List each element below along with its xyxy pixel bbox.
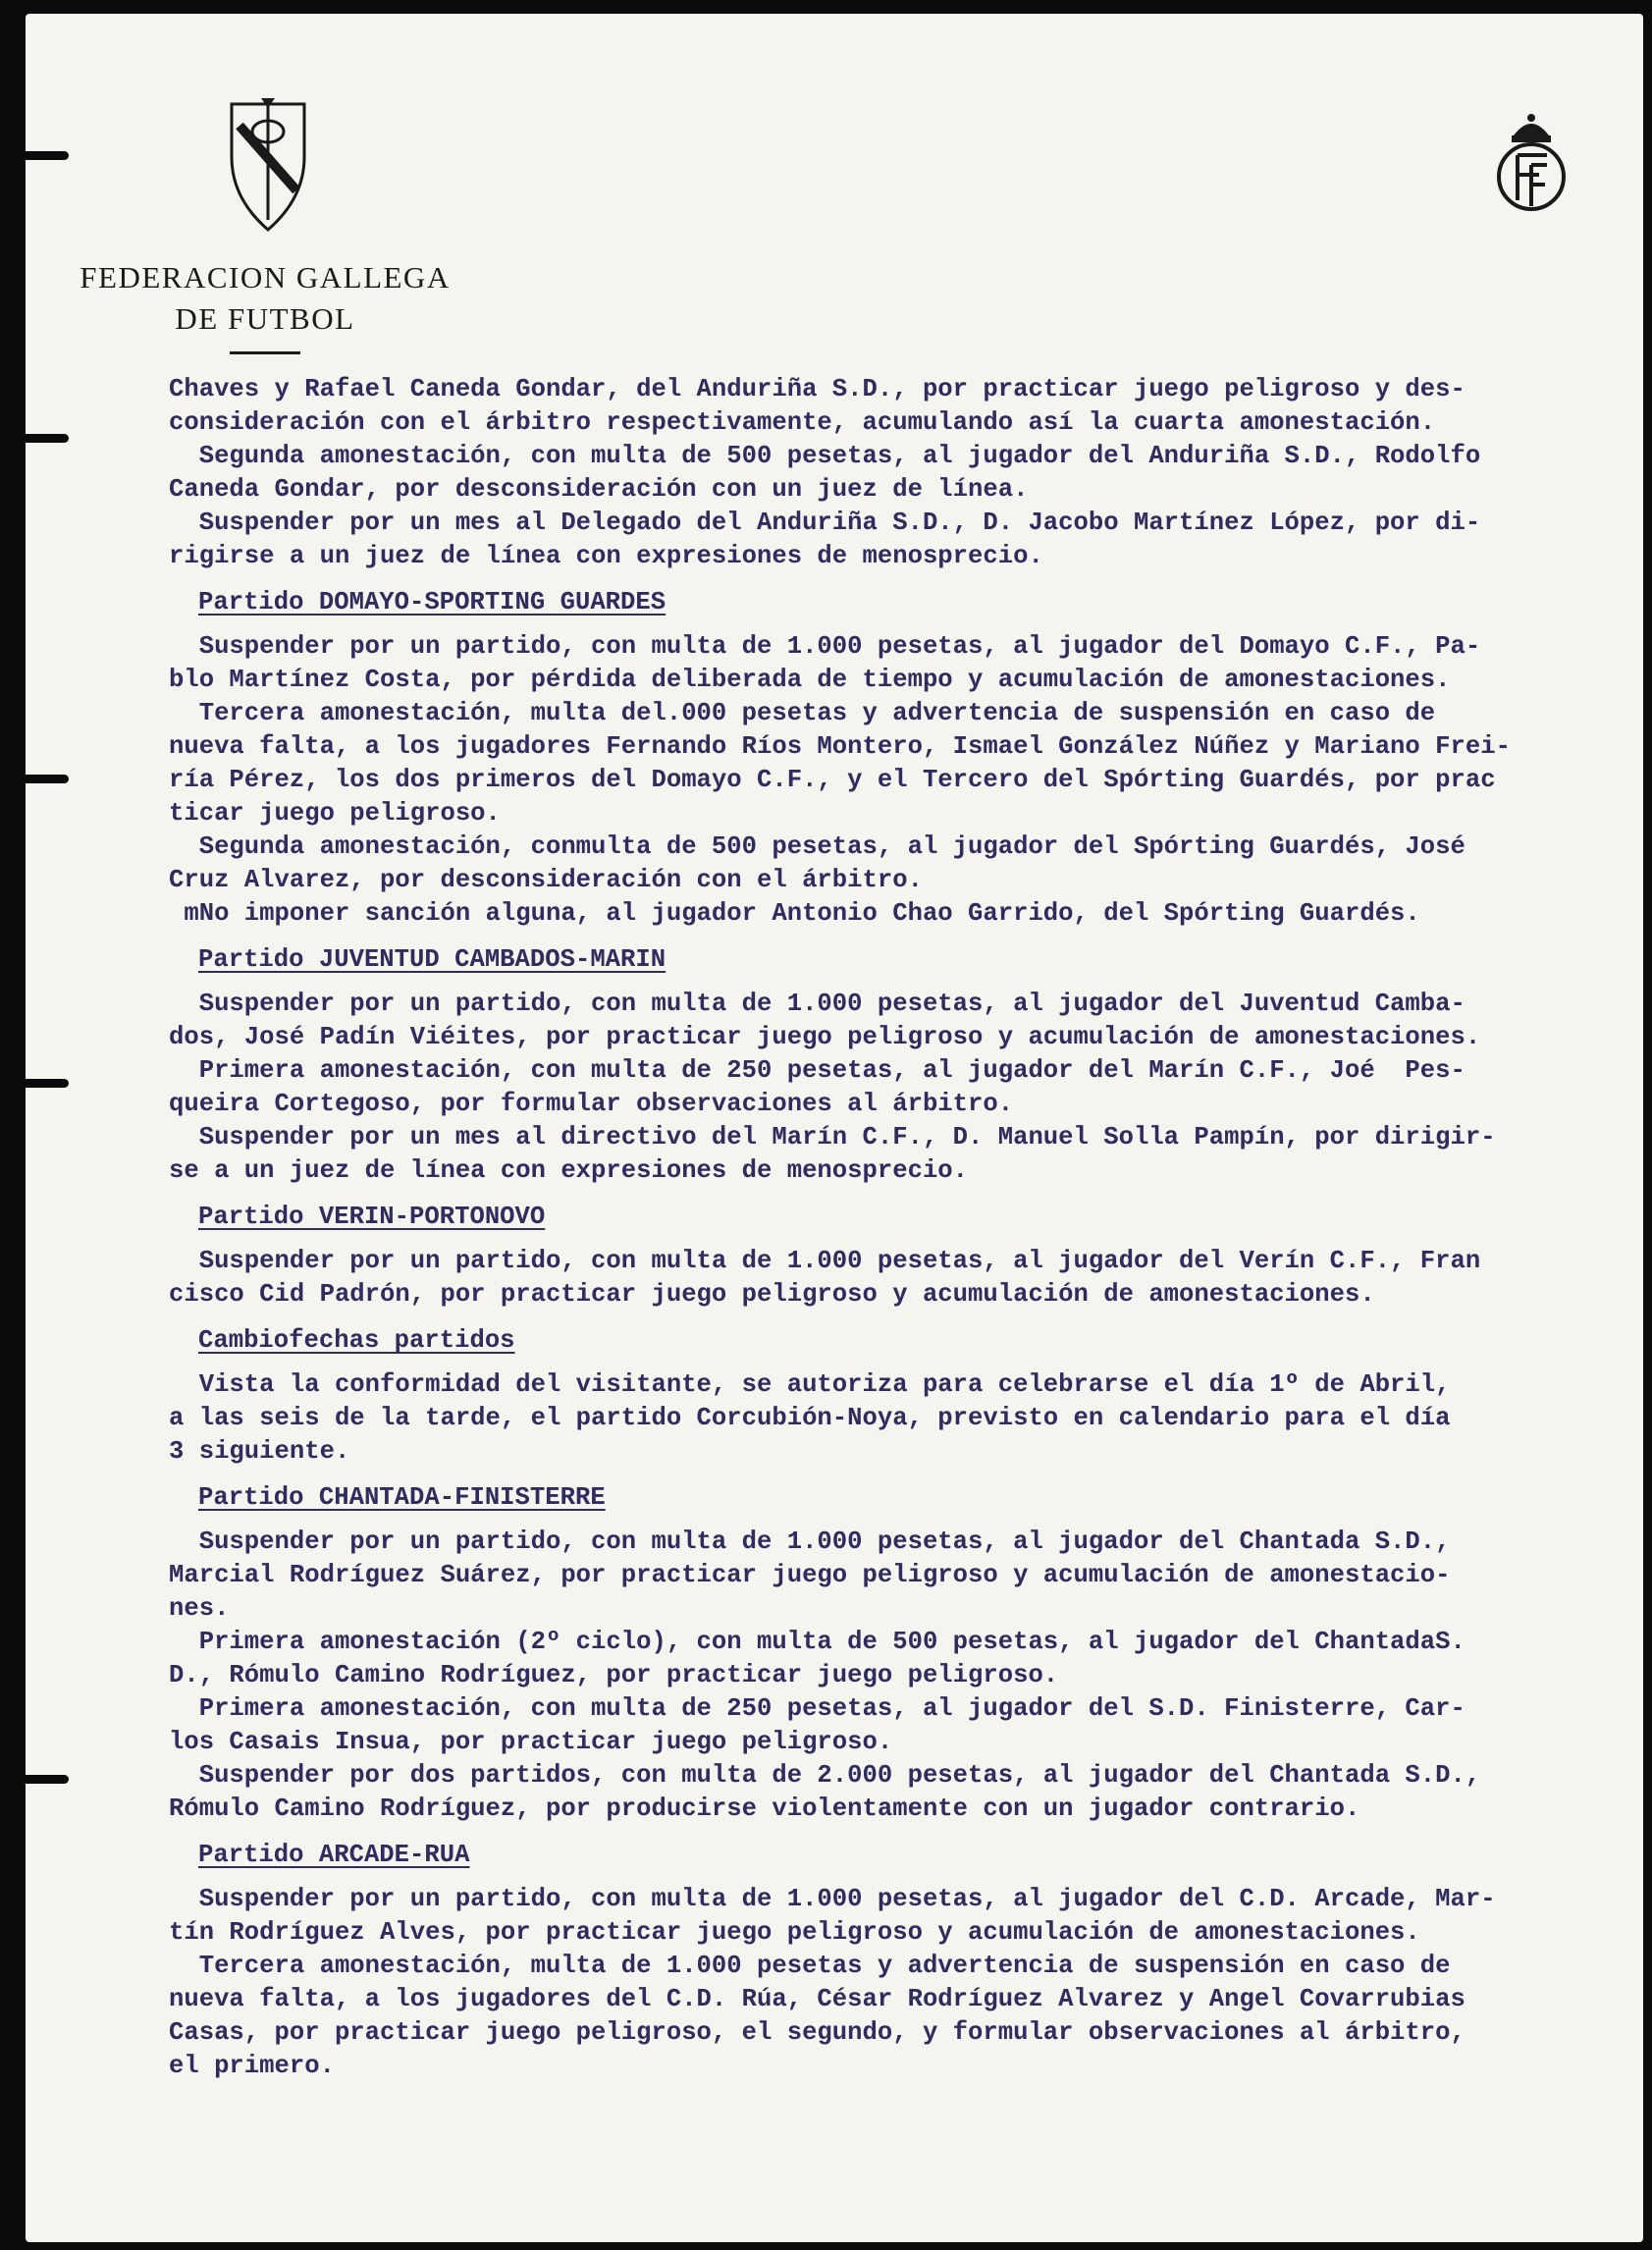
document-body [169,373,1612,2089]
federation-name [59,257,471,354]
text-line: Caneda Gondar, por desconsideración con un juez de línea. [169,475,1029,504]
text-line: se a un juez de línea con expresiones de menosprecio. [169,1156,969,1185]
text-line: nueva falta, a los jugadores Fernando Ríos Montero, Ismael González Núñez y Mariano Frei- [169,732,1511,761]
text-line: ticar juego peligroso. [169,799,501,828]
text-line: Suspender por un partido, con multa de 1.000 pesetas, al jugador del Verín C.F., Fran [169,1247,1481,1275]
text-line: 3 siguiente. [169,1437,350,1466]
section-heading [198,1838,1612,1873]
text-line: ría Pérez, los dos primeros del Domayo C.F., y el Tercero del Spórting Guardés, por prac [169,766,1496,794]
text-line: Chaves y Rafael Caneda Gondar, del Anduriña S.D., por practicar juego peligroso y des- [169,375,1465,403]
text-line: Primera amonestación, con multa de 250 pesetas, al jugador del Marín C.F., Joé Pes- [169,1056,1465,1085]
binder-hole-mark [26,1775,69,1784]
section-heading [198,1200,1612,1235]
text-line: Segunda amonestación, conmulta de 500 pesetas, al jugador del Spórting Guardés, José [169,832,1465,861]
section-heading-text: Cambiofechas partidos [198,1326,515,1355]
text-line: Suspender por un partido, con multa de 1.000 pesetas, al jugador del Chantada S.D., [169,1527,1451,1556]
org-line-2: DE FUTBOL [175,301,355,336]
text-line: Primera amonestación, con multa de 250 pesetas, al jugador del S.D. Finisterre, Car- [169,1694,1465,1723]
text-line: tín Rodríguez Alves, por practicar juego peligroso y acumulación de amonestaciones. [169,1918,1420,1947]
paragraph-block [169,1368,1612,1469]
text-line: a las seis de la tarde, el partido Corcubión-Noya, previsto en calendario para el día [169,1404,1451,1432]
rfef-crest-logo [1492,110,1571,218]
text-line: dos, José Padín Viéites, por practicar juego peligroso y acumulación de amonestaciones. [169,1023,1481,1051]
org-line-1: FEDERACION GALLEGA [80,260,451,295]
paragraph-block [169,373,1612,573]
text-line: Vista la conformidad del visitante, se autoriza para celebrarse el día 1º de Abril, [169,1370,1451,1399]
text-line: queira Cortegoso, por formular observaciones al árbitro. [169,1090,1014,1118]
text-line: Suspender por dos partidos, con multa de 2.000 pesetas, al jugador del Chantada S.D., [169,1761,1481,1790]
text-line: consideración con el árbitro respectivamente, acumulando así la cuarta amonestación. [169,408,1436,437]
paragraph-block [169,988,1612,1188]
text-line: Suspender por un partido, con multa de 1.000 pesetas, al jugador del Domayo C.F., Pa- [169,632,1481,661]
text-line: Tercera amonestación, multa de 1.000 pesetas y advertencia de suspensión en caso de [169,1952,1451,1980]
section-heading-text: Partido DOMAYO-SPORTING GUARDES [198,588,666,616]
text-line: nueva falta, a los jugadores del C.D. Rúa, César Rodríguez Alvarez y Angel Covarrubias [169,1985,1465,2013]
paragraph-block [169,1526,1612,1826]
text-line: Casas, por practicar juego peligroso, el segundo, y formular observaciones al árbitro, [169,2018,1465,2047]
paragraph-block [169,1883,1612,2083]
text-line: D., Rómulo Camino Rodríguez, por practicar juego peligroso. [169,1661,1059,1689]
binder-hole-mark [26,1079,69,1088]
text-line: nes. [169,1594,230,1623]
text-line: Cruz Alvarez, por desconsideración con el árbitro. [169,866,923,894]
text-line: Suspender por un mes al directivo del Marín C.F., D. Manuel Solla Pampín, por dirigir- [169,1123,1496,1152]
paragraph-block [169,1245,1612,1312]
text-line: Suspender por un partido, con multa de 1.000 pesetas, al jugador del C.D. Arcade, Mar- [169,1885,1496,1913]
text-line: Marcial Rodríguez Suárez, por practicar juego peligroso y acumulación de amonestacio- [169,1561,1451,1589]
section-heading-text: Partido CHANTADA-FINISTERRE [198,1483,606,1512]
section-heading [198,1323,1612,1359]
binder-hole-mark [26,151,69,160]
text-line: Rómulo Camino Rodríguez, por producirse violentamente con un jugador contrario. [169,1795,1360,1823]
binder-hole-mark [26,775,69,783]
binder-hole-mark [26,434,69,443]
text-line: cisco Cid Padrón, por practicar juego peligroso y acumulación de amonestaciones. [169,1280,1375,1309]
text-line: Segunda amonestación, con multa de 500 pesetas, al jugador del Anduriña S.D., Rodolfo [169,442,1481,470]
text-line: Suspender por un partido, con multa de 1.000 pesetas, al jugador del Juventud Camba- [169,990,1465,1018]
paragraph-block [169,630,1612,931]
text-line: Suspender por un mes al Delegado del Anduriña S.D., D. Jacobo Martínez López, por di- [169,509,1481,537]
text-line: rigirse a un juez de línea con expresiones de menosprecio. [169,542,1043,570]
letterhead-rule [230,351,300,354]
section-heading [198,1480,1612,1516]
section-heading-text: Partido ARCADE-RUA [198,1841,470,1869]
section-heading-text: Partido VERIN-PORTONOVO [198,1203,546,1231]
section-heading [198,942,1612,978]
section-heading-text: Partido JUVENTUD CAMBADOS-MARIN [198,945,666,974]
text-line: blo Martínez Costa, por pérdida deliberada de tiempo y acumulación de amonestaciones. [169,666,1451,694]
text-line: mNo imponer sanción alguna, al jugador Antonio Chao Garrido, del Spórting Guardés. [169,899,1420,928]
text-line: el primero. [169,2052,335,2080]
section-heading [198,585,1612,620]
text-line: los Casais Insua, por practicar juego peligroso. [169,1728,893,1756]
federation-shield-logo [226,96,310,234]
text-line: Primera amonestación (2º ciclo), con multa de 500 pesetas, al jugador del ChantadaS. [169,1628,1465,1656]
text-line: Tercera amonestación, multa del.000 pesetas y advertencia de suspensión en caso de [169,699,1436,727]
